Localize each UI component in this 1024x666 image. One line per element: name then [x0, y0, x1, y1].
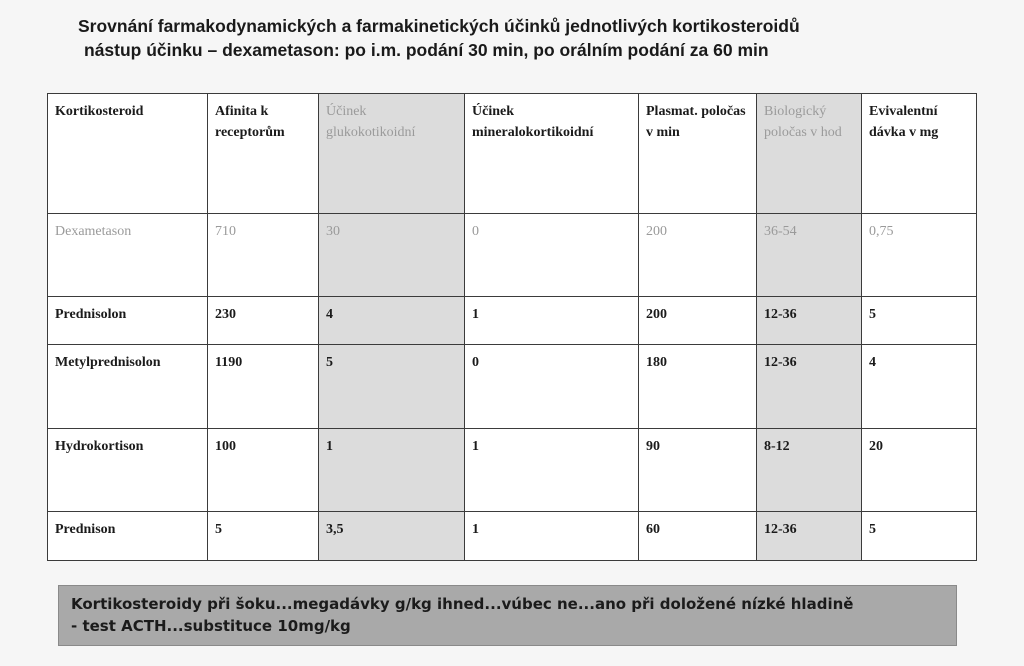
corticosteroid-comparison-table — [47, 93, 977, 561]
cell-biologicky: 36-54 — [757, 214, 862, 297]
cell-afinita: 100 — [208, 429, 319, 512]
cell-gluko: 4 — [319, 297, 465, 345]
header-kortikosteroid: Kortikosteroid — [48, 94, 208, 214]
cell-biologicky: 12-36 — [757, 297, 862, 345]
cell-davka: 0,75 — [862, 214, 977, 297]
cell-minera: 1 — [465, 429, 639, 512]
cell-davka: 5 — [862, 297, 977, 345]
table-row — [48, 345, 977, 429]
cell-afinita: 5 — [208, 512, 319, 561]
header-ucinek-minera: Účinek mineralokortikoidní — [465, 94, 639, 214]
table-header-row — [48, 94, 977, 214]
cell-afinita: 230 — [208, 297, 319, 345]
table-row — [48, 214, 977, 297]
cell-biologicky: 12-36 — [757, 512, 862, 561]
cell-gluko: 30 — [319, 214, 465, 297]
cell-drug-name: Metylprednisolon — [48, 345, 208, 429]
header-biologicky-polocas: Biologický poločas v hod — [757, 94, 862, 214]
cell-drug-name: Dexametason — [48, 214, 208, 297]
title-line-1: Srovnání farmakodynamických a farmakinetických účinků jednotlivých kortikosteroidů — [78, 16, 800, 36]
cell-plasmat: 200 — [639, 297, 757, 345]
note-line-1: Kortikosteroidy při šoku...megadávky g/kg ihned...vúbec ne...ano při doložené nízké hladině — [71, 595, 854, 613]
note-line-2: - test ACTH...substituce 10mg/kg — [71, 617, 351, 635]
cell-afinita: 710 — [208, 214, 319, 297]
cell-davka: 20 — [862, 429, 977, 512]
cell-biologicky: 8-12 — [757, 429, 862, 512]
header-plasmat-polocas: Plasmat. poločas v min — [639, 94, 757, 214]
table-row — [48, 297, 977, 345]
header-ucinek-gluko: Účinek glukokotikoidní — [319, 94, 465, 214]
cell-minera: 0 — [465, 214, 639, 297]
note-box — [58, 585, 957, 646]
cell-davka: 4 — [862, 345, 977, 429]
cell-minera: 0 — [465, 345, 639, 429]
page-title — [60, 14, 960, 62]
cell-plasmat: 200 — [639, 214, 757, 297]
cell-minera: 1 — [465, 297, 639, 345]
cell-afinita: 1190 — [208, 345, 319, 429]
cell-davka: 5 — [862, 512, 977, 561]
cell-drug-name: Prednison — [48, 512, 208, 561]
title-line-2: nástup účinku – dexametason: po i.m. podání 30 min, po orálním podání za 60 min — [84, 40, 769, 60]
cell-gluko: 1 — [319, 429, 465, 512]
cell-gluko: 3,5 — [319, 512, 465, 561]
cell-drug-name: Prednisolon — [48, 297, 208, 345]
table-row — [48, 429, 977, 512]
cell-plasmat: 90 — [639, 429, 757, 512]
cell-plasmat: 60 — [639, 512, 757, 561]
header-afinita: Afinita k receptorům — [208, 94, 319, 214]
cell-gluko: 5 — [319, 345, 465, 429]
cell-drug-name: Hydrokortison — [48, 429, 208, 512]
cell-minera: 1 — [465, 512, 639, 561]
table-row — [48, 512, 977, 561]
cell-plasmat: 180 — [639, 345, 757, 429]
header-ekvivalentni-davka: Evivalentní dávka v mg — [862, 94, 977, 214]
cell-biologicky: 12-36 — [757, 345, 862, 429]
